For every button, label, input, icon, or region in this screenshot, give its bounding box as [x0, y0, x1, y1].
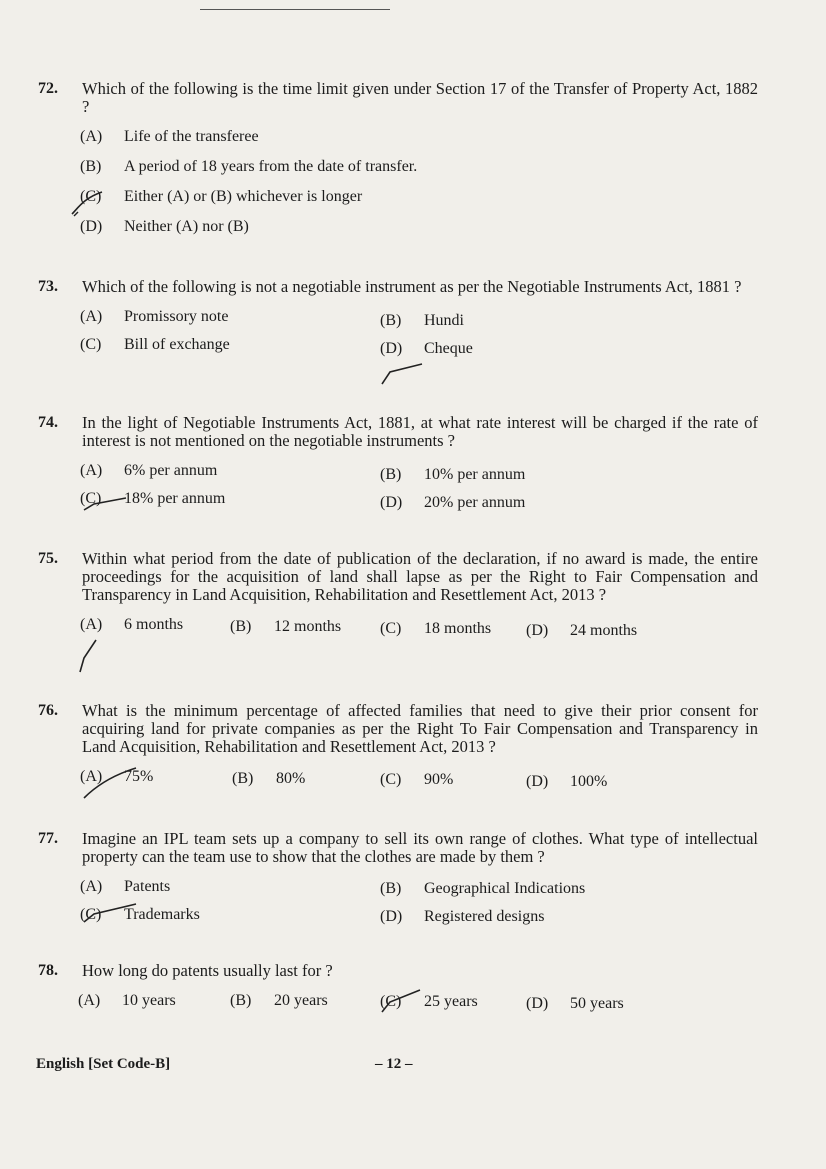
question-76 — [38, 702, 758, 796]
option-label: (C) — [80, 490, 102, 507]
option-b — [230, 618, 341, 636]
option-text: 25 years — [424, 993, 478, 1010]
option-text: Trademarks — [124, 906, 200, 923]
option-c — [80, 490, 225, 508]
option-text: Neither (A) nor (B) — [124, 218, 249, 235]
options-list — [78, 992, 758, 1020]
option-text: Hundi — [424, 312, 464, 329]
options-list — [80, 462, 758, 522]
options-list — [80, 878, 758, 938]
option-text: 80% — [276, 770, 306, 787]
options-list — [80, 308, 758, 368]
option-label: (A) — [80, 128, 103, 145]
option-text: Bill of exchange — [124, 336, 230, 353]
top-rule — [200, 9, 390, 10]
question-text: Which of the following is the time limit given under Section 17 of the Transfer of Property Act, 1882 ? — [82, 79, 758, 116]
footer-set-code: English [Set Code-B] — [36, 1056, 171, 1072]
option-a — [80, 616, 183, 634]
question-number: 75. — [38, 550, 58, 567]
option-text: 6% per annum — [124, 462, 218, 479]
option-text: 20% per annum — [424, 494, 526, 511]
option-label: (B) — [230, 992, 252, 1009]
option-text: 18% per annum — [124, 490, 226, 507]
option-label: (A) — [80, 768, 103, 785]
option-c — [380, 993, 478, 1011]
option-label: (C) — [80, 336, 102, 353]
option-label: (D) — [526, 622, 549, 639]
option-text: Life of the transferee — [124, 128, 259, 145]
option-a — [80, 768, 153, 786]
option-text: 12 months — [274, 618, 342, 635]
question-77 — [38, 830, 758, 938]
question-text: Imagine an IPL team sets up a company to sell its own range of clothes. What type of intellectual property can the team use to show that the clothes are made by them ? — [82, 829, 758, 866]
option-text: 10% per annum — [424, 466, 526, 483]
option-label: (D) — [380, 908, 403, 925]
option-d — [526, 995, 624, 1013]
option-label: (D) — [80, 218, 103, 235]
question-text: What is the minimum percentage of affected families that need to give their prior consent for acquiring land for private companies as per the Right To Fair Compensation and Transparency in Land Acquisition, Rehabilitation and Resettlement Act, 2013 ? — [82, 701, 758, 756]
option-label: (B) — [380, 880, 402, 897]
question-72 — [38, 80, 758, 248]
option-text: 90% — [424, 771, 454, 788]
option-label: (A) — [80, 878, 103, 895]
option-label: (C) — [380, 993, 402, 1010]
question-number: 77. — [38, 830, 58, 847]
option-label: (C) — [380, 771, 402, 788]
option-a — [80, 128, 758, 158]
option-text: 75% — [124, 768, 154, 785]
question-number: 72. — [38, 80, 58, 97]
question-text: How long do patents usually last for ? — [82, 961, 333, 980]
option-label: (C) — [80, 906, 102, 923]
option-text: Registered designs — [424, 908, 545, 925]
option-c — [380, 620, 491, 638]
option-d — [526, 622, 637, 640]
option-label: (B) — [230, 618, 252, 635]
options-list — [80, 768, 758, 796]
question-number: 74. — [38, 414, 58, 431]
option-label: (A) — [80, 616, 103, 633]
option-text: Geographical Indications — [424, 880, 586, 897]
option-b — [380, 466, 525, 484]
question-text: Which of the following is not a negotiable instrument as per the Negotiable Instruments Act, 1881 ? — [82, 277, 742, 296]
option-d — [80, 218, 758, 248]
option-c — [80, 188, 758, 218]
option-label: (A) — [78, 992, 101, 1009]
option-label: (D) — [380, 340, 403, 357]
option-d — [526, 773, 607, 791]
option-text: A period of 18 years from the date of transfer. — [124, 158, 418, 175]
option-label: (B) — [380, 466, 402, 483]
option-a — [78, 992, 176, 1010]
question-text: In the light of Negotiable Instruments Act, 1881, at what rate interest will be charged if the rate of interest is not mentioned on the negotiable instruments ? — [82, 413, 758, 450]
option-d — [380, 340, 473, 358]
option-text: Patents — [124, 878, 171, 895]
option-a — [80, 878, 170, 896]
option-label: (A) — [80, 462, 103, 479]
option-text: 18 months — [424, 620, 492, 637]
option-text: Either (A) or (B) whichever is longer — [124, 188, 363, 205]
option-b — [230, 992, 328, 1010]
options-list — [80, 616, 758, 644]
option-label: (D) — [526, 995, 549, 1012]
question-78 — [38, 962, 758, 1020]
option-d — [380, 908, 544, 926]
option-text: 50 years — [570, 995, 624, 1012]
option-text: 6 months — [124, 616, 184, 633]
question-number: 76. — [38, 702, 58, 719]
option-label: (B) — [232, 770, 254, 787]
option-a — [80, 462, 217, 480]
options-list — [80, 128, 758, 248]
option-b — [380, 880, 585, 898]
option-text: 100% — [570, 773, 608, 790]
option-c — [380, 771, 453, 789]
option-text: Cheque — [424, 340, 473, 357]
option-c — [80, 906, 200, 924]
option-text: 10 years — [122, 992, 176, 1009]
option-b — [80, 158, 758, 188]
option-text: 24 months — [570, 622, 638, 639]
option-d — [380, 494, 525, 512]
option-label: (A) — [80, 308, 103, 325]
question-74 — [38, 414, 758, 522]
option-text: Promissory note — [124, 308, 229, 325]
question-75 — [38, 550, 758, 644]
option-label: (C) — [380, 620, 402, 637]
question-number: 78. — [38, 962, 58, 979]
question-73 — [38, 278, 758, 368]
option-label: (D) — [526, 773, 549, 790]
option-label: (D) — [380, 494, 403, 511]
option-label: (B) — [380, 312, 402, 329]
page-number: – 12 – — [375, 1056, 413, 1072]
option-label: (C) — [80, 188, 102, 205]
question-number: 73. — [38, 278, 58, 295]
option-b — [380, 312, 464, 330]
option-a — [80, 308, 228, 326]
option-label: (B) — [80, 158, 102, 175]
option-b — [232, 770, 305, 788]
question-text: Within what period from the date of publication of the declaration, if no award is made, the entire proceedings for the acquisition of land shall lapse as per the Right to Fair Compensation and Transparency in Land Acquisition, Rehabilitation and Resettlement Act, 2013 ? — [82, 549, 758, 604]
option-text: 20 years — [274, 992, 328, 1009]
option-c — [80, 336, 230, 354]
